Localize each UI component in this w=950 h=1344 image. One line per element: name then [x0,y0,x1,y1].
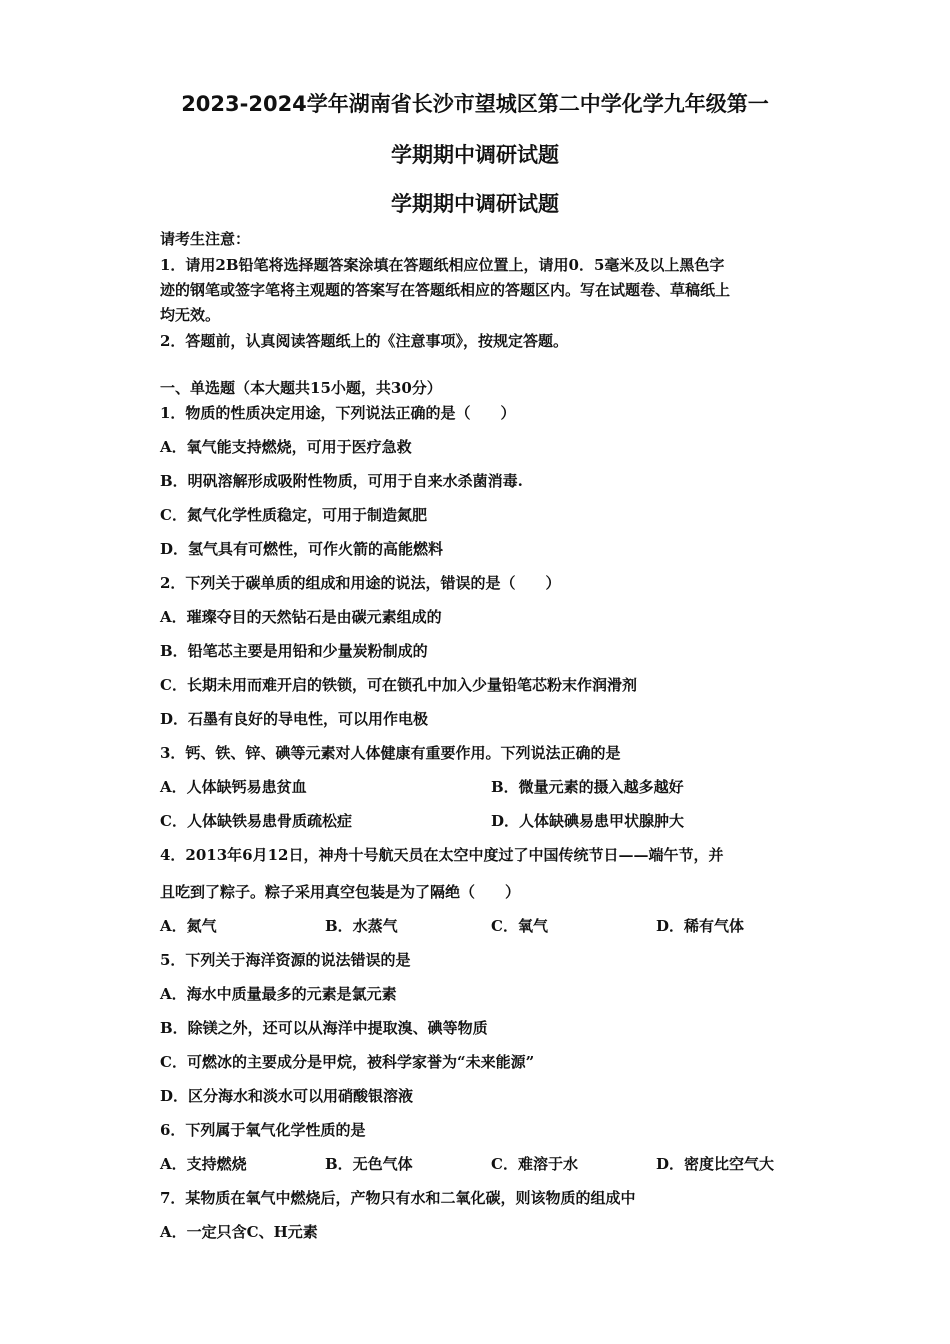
notice-item-1-line-1: 1．请用2B铅笔将选择题答案涂填在答题纸相应位置上，请用0．5毫米及以上黑色字 [160,256,725,274]
question-1-option-b: B．明矾溶解形成吸附性物质，可用于自来水杀菌消毒. [160,472,523,490]
question-6-option-c: C．难溶于水 [491,1155,578,1173]
question-4-option-b: B．水蒸气 [325,917,398,935]
notice-item-1-line-2: 迹的钢笔或签字笔将主观题的答案写在答题纸相应的答题区内。写在试题卷、草稿纸上 [160,281,731,299]
question-5-option-c: C．可燃冰的主要成分是甲烷，被科学家誉为“未来能源” [160,1053,535,1071]
question-6-option-a: A．支持燃烧 [160,1155,247,1173]
question-1-option-a: A．氧气能支持燃烧，可用于医疗急救 [160,438,412,456]
question-5-stem: 5．下列关于海洋资源的说法错误的是 [160,951,411,969]
question-3-option-b: B．微量元素的摄入越多越好 [491,778,684,796]
question-5-option-b: B．除镁之外，还可以从海洋中提取溴、碘等物质 [160,1019,488,1037]
notice-heading: 请考生注意： [160,230,251,248]
question-1-option-c: C．氮气化学性质稳定，可用于制造氮肥 [160,506,427,524]
question-3-option-a: A．人体缺钙易患贫血 [160,778,307,796]
section-heading: 一、单选题（本大题共15小题，共30分） [160,379,442,397]
notice-item-2: 2．答题前，认真阅读答题纸上的《注意事项》，按规定答题。 [160,332,568,350]
exam-title-line-1: 2023-2024学年湖南省长沙市望城区第二中学化学九年级第一 [181,92,769,116]
question-4-stem-line-2: 且吃到了粽子。粽子采用真空包装是为了隔绝（ ） [160,883,521,901]
question-2-option-a: A．璀璨夺目的天然钻石是由碳元素组成的 [160,608,442,626]
question-4-stem-line-1: 4．2013年6月12日，神舟十号航天员在太空中度过了中国传统节日——端午节，并 [160,846,724,864]
question-5-option-d: D．区分海水和淡水可以用硝酸银溶液 [160,1087,414,1105]
question-3-stem: 3．钙、铁、锌、碘等元素对人体健康有重要作用。下列说法正确的是 [160,744,621,762]
exam-title-line-2: 学期期中调研试题 [391,143,559,167]
question-4-option-c: C．氧气 [491,917,548,935]
question-3-option-c: C．人体缺铁易患骨质疏松症 [160,812,352,830]
question-7-option-a: A．一定只含C、H元素 [160,1223,318,1241]
question-2-option-c: C．长期未用而难开启的铁锁，可在锁孔中加入少量铅笔芯粉末作润滑剂 [160,676,637,694]
question-6-option-b: B．无色气体 [325,1155,413,1173]
question-4-option-d: D．稀有气体 [656,917,745,935]
question-2-option-d: D．石墨有良好的导电性，可以用作电极 [160,710,429,728]
question-6-stem: 6．下列属于氧气化学性质的是 [160,1121,366,1139]
question-1-stem: 1．物质的性质决定用途，下列说法正确的是（ ） [160,404,516,422]
question-4-option-a: A．氮气 [160,917,217,935]
question-3-option-d: D．人体缺碘易患甲状腺肿大 [491,812,685,830]
question-6-option-d: D．密度比空气大 [656,1155,775,1173]
question-2-stem: 2．下列关于碳单质的组成和用途的说法，错误的是（ ） [160,574,561,592]
question-7-stem: 7．某物质在氧气中燃烧后，产物只有水和二氧化碳，则该物质的组成中 [160,1189,636,1207]
question-1-option-d: D．氢气具有可燃性，可作火箭的高能燃料 [160,540,444,558]
question-2-option-b: B．铅笔芯主要是用铅和少量炭粉制成的 [160,642,428,660]
notice-item-1-line-3: 均无效。 [160,306,221,324]
exam-title-line-3: 学期期中调研试题 [391,192,559,216]
question-5-option-a: A．海水中质量最多的元素是氯元素 [160,985,397,1003]
